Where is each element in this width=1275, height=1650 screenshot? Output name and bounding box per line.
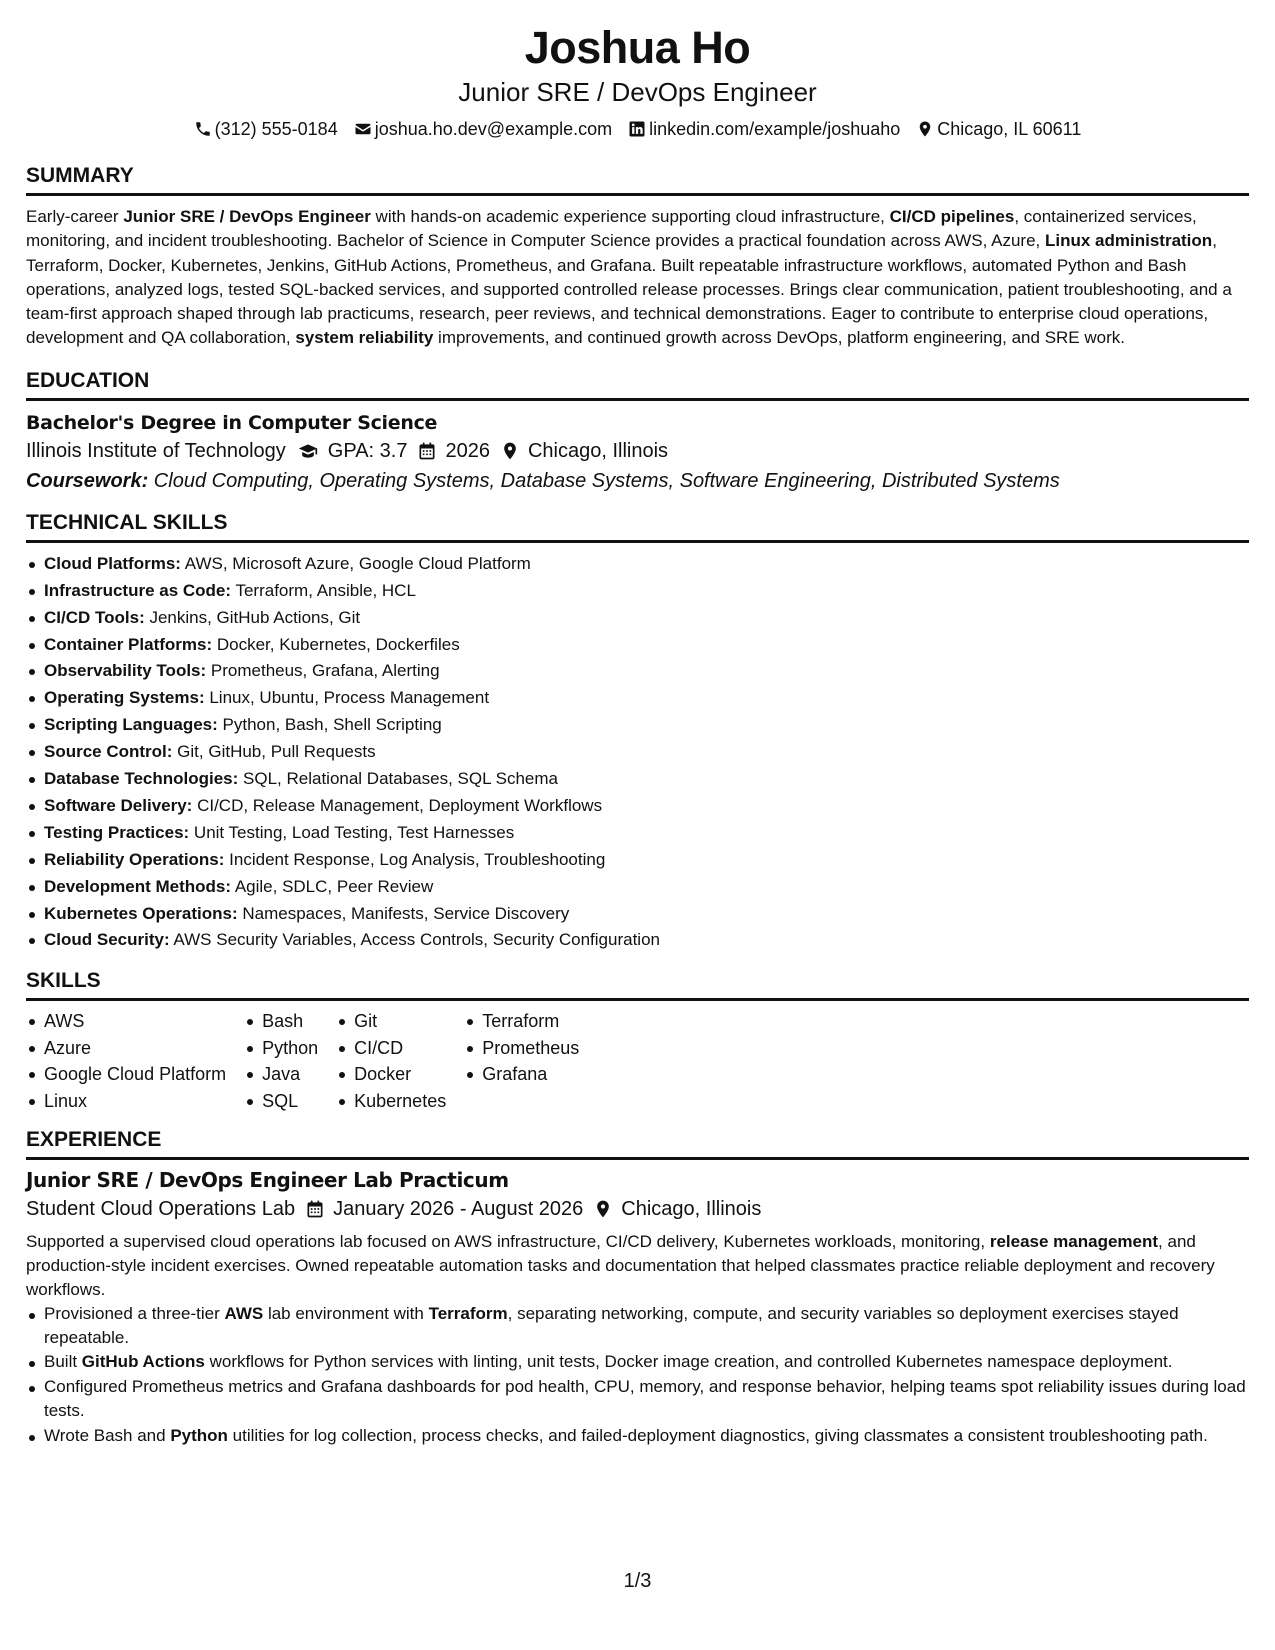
text-segment: with hands-on academic experience supporting cloud infrastructure,	[370, 207, 890, 226]
experience-bullet	[26, 1350, 1249, 1374]
section-heading: EDUCATION	[26, 368, 1249, 401]
technical-skill-item	[26, 847, 1249, 874]
text-segment: utilities for log collection, process checks, and failed-deployment diagnostics, giving classmates a consistent troubleshooting path.	[227, 1425, 1208, 1445]
skill-item: Azure	[26, 1035, 226, 1062]
skill-category: Operating Systems:	[44, 688, 205, 708]
skill-category: Software Delivery:	[44, 795, 193, 815]
skill-item: Git	[336, 1008, 446, 1035]
skill-item: Google Cloud Platform	[26, 1061, 226, 1088]
organization-name: Student Cloud Operations Lab	[26, 1198, 296, 1221]
technical-skill-item	[26, 685, 1249, 712]
skill-values: Docker, Kubernetes, Dockerfiles	[212, 634, 460, 654]
map-marker-icon	[916, 120, 934, 138]
year-item: 2026	[417, 436, 490, 466]
skill-category: Observability Tools:	[44, 661, 207, 681]
skill-values: Prometheus, Grafana, Alerting	[206, 661, 440, 681]
skill-item: Linux	[26, 1088, 226, 1115]
skill-category: Database Technologies:	[44, 769, 239, 789]
skills-columns	[26, 1008, 1249, 1114]
technical-skill-item	[26, 712, 1249, 739]
skill-item: Bash	[244, 1008, 318, 1035]
skills-section	[26, 968, 1249, 1114]
location-text: Chicago, IL 60611	[937, 119, 1082, 139]
text-segment: , separating networking, compute, and security variables so deployment exercises stayed repeatable.	[44, 1303, 1179, 1347]
text-segment: Early-career	[26, 207, 124, 226]
skill-item: CI/CD	[336, 1035, 446, 1062]
skill-item: Grafana	[464, 1061, 579, 1088]
skill-item: Terraform	[464, 1008, 579, 1035]
education-section	[26, 368, 1249, 496]
emphasis-text: release management	[989, 1232, 1159, 1252]
phone-text: (312) 555-0184	[214, 119, 338, 139]
emphasis-text: AWS	[224, 1303, 264, 1323]
text-segment: , containerized services, monitoring, and incident troubleshooting. Bachelor of Science in Computer Science provides a practical foundation across AWS, Azure,	[26, 207, 1197, 251]
experience-bullet	[26, 1375, 1249, 1423]
emphasis-text: Junior SRE / DevOps Engineer	[123, 207, 371, 226]
emphasis-text: Terraform	[428, 1303, 508, 1323]
technical-skill-item	[26, 820, 1249, 847]
skill-item: Python	[244, 1035, 318, 1062]
technical-skill-item	[26, 766, 1249, 793]
emphasis-text: CI/CD pipelines	[889, 207, 1015, 226]
skill-values: Git, GitHub, Pull Requests	[172, 742, 376, 762]
emphasis-text: Linux administration	[1045, 231, 1213, 251]
technical-skill-item	[26, 658, 1249, 685]
experience-bullet	[26, 1424, 1249, 1448]
contact-email[interactable]	[354, 117, 612, 141]
emphasis-text: system reliability	[295, 328, 434, 348]
text-segment: Wrote Bash and	[44, 1425, 171, 1445]
skill-category: Scripting Languages:	[44, 715, 218, 735]
skill-values: Agile, SDLC, Peer Review	[231, 876, 434, 896]
education-meta	[26, 436, 1249, 466]
job-meta	[26, 1194, 1249, 1224]
map-marker-icon	[500, 441, 520, 461]
technical-skill-item	[26, 874, 1249, 901]
candidate-title: Junior SRE / DevOps Engineer	[458, 77, 817, 107]
skill-values: SQL, Relational Databases, SQL Schema	[238, 769, 559, 789]
technical-skill-item	[26, 551, 1249, 578]
job-title: Junior SRE / DevOps Engineer Lab Practicum	[26, 1168, 509, 1193]
skill-item: AWS	[26, 1008, 226, 1035]
skill-category: Infrastructure as Code:	[44, 580, 232, 600]
contact-line	[26, 117, 1249, 141]
section-heading: SKILLS	[26, 968, 1249, 1001]
skill-values: Jenkins, GitHub Actions, Git	[144, 607, 361, 627]
technical-skill-item	[26, 632, 1249, 659]
resume-header	[26, 0, 1249, 141]
skill-category: Testing Practices:	[44, 822, 190, 842]
education-location: Chicago, Illinois	[500, 436, 668, 466]
skill-category: Kubernetes Operations:	[44, 903, 238, 923]
skill-item: Java	[244, 1061, 318, 1088]
text-segment: Provisioned a three-tier	[44, 1303, 225, 1323]
technical-skill-item	[26, 578, 1249, 605]
technical-skill-item	[26, 927, 1249, 954]
skill-values: AWS, Microsoft Azure, Google Cloud Platform	[180, 553, 531, 573]
linkedin-link[interactable]: linkedin.com/example/joshuaho	[649, 119, 901, 139]
skill-item: Kubernetes	[336, 1088, 446, 1115]
skill-category: Source Control:	[44, 742, 173, 762]
job-dates: January 2026 - August 2026	[305, 1194, 583, 1224]
skill-values: Unit Testing, Load Testing, Test Harnesses	[189, 822, 515, 842]
text-segment: , Terraform, Docker, Kubernetes, Jenkins, GitHub Actions, Prometheus, and Grafana. Built repeatable infrastructure workflows, automated Python and Bash operations, analyzed logs, tested SQL-backed services, and supported controlled release processes. Brings clear communication, patient troubleshooting, and a team-first approach shaped through lab practicums, research, peer reviews, and technical demonstrations. Eager to contribute to enterprise cloud operations, development and QA collaboration,	[26, 231, 1232, 348]
calendar-icon	[305, 1199, 325, 1219]
skill-category: Cloud Platforms:	[44, 553, 181, 573]
contact-phone	[194, 117, 338, 141]
section-heading: TECHNICAL SKILLS	[26, 510, 1249, 543]
skill-values: Namespaces, Manifests, Service Discovery	[237, 903, 570, 923]
technical-skill-item	[26, 739, 1249, 766]
text-segment: Configured Prometheus metrics and Grafana dashboards for pod health, CPU, memory, and response behavior, helping teams spot reliability issues during load tests.	[44, 1377, 1246, 1420]
summary-section	[26, 163, 1249, 351]
skill-category: CI/CD Tools:	[44, 607, 145, 627]
text-segment: , and production-style incident exercises. Owned repeatable automation tasks and documentation that helped classmates practice reliable deployment and recovery workflows.	[26, 1232, 1215, 1299]
skill-category: Cloud Security:	[44, 930, 170, 950]
technical-skills-section	[26, 510, 1249, 955]
text-segment: lab environment with	[263, 1303, 429, 1323]
skill-values: Linux, Ubuntu, Process Management	[204, 688, 490, 708]
job-description	[26, 1230, 1249, 1301]
coursework-line	[26, 466, 1249, 496]
skills-column	[26, 1008, 226, 1114]
phone-icon	[194, 120, 212, 138]
job-bullets	[26, 1302, 1249, 1448]
skill-category: Development Methods:	[44, 876, 232, 896]
graduation-cap-icon	[296, 441, 320, 461]
contact-location	[916, 117, 1081, 141]
technical-skills-list	[26, 551, 1249, 955]
skill-values: Incident Response, Log Analysis, Troubleshooting	[224, 849, 606, 869]
section-heading: SUMMARY	[26, 163, 1249, 196]
skill-values: Terraform, Ansible, HCL	[231, 580, 416, 600]
degree-title: Bachelor's Degree in Computer Science	[26, 411, 438, 434]
technical-skill-item	[26, 901, 1249, 928]
skill-values: CI/CD, Release Management, Deployment Workflows	[192, 795, 603, 815]
school-name: Illinois Institute of Technology	[26, 439, 286, 462]
skill-item: Prometheus	[464, 1035, 579, 1062]
experience-bullet	[26, 1302, 1249, 1350]
emphasis-text: GitHub Actions	[81, 1352, 205, 1372]
skill-item: SQL	[244, 1088, 318, 1115]
emphasis-text: Python	[170, 1425, 228, 1445]
email-link[interactable]: joshua.ho.dev@example.com	[374, 119, 613, 139]
summary-text	[26, 205, 1249, 351]
text-segment: improvements, and continued growth across DevOps, platform engineering, and SRE work.	[433, 328, 1125, 348]
contact-linkedin[interactable]	[628, 117, 900, 141]
candidate-name: Joshua Ho	[524, 22, 751, 73]
skill-category: Reliability Operations:	[44, 849, 225, 869]
map-marker-icon	[593, 1199, 613, 1219]
text-segment: workflows for Python services with linting, unit tests, Docker image creation, and controlled Kubernetes namespace deployment.	[204, 1352, 1173, 1372]
skill-item: Docker	[336, 1061, 446, 1088]
skills-column	[464, 1008, 579, 1114]
text-segment: Supported a supervised cloud operations lab focused on AWS infrastructure, CI/CD delivery, Kubernetes workloads, monitoring,	[26, 1232, 990, 1252]
skill-category: Container Platforms:	[44, 634, 213, 654]
text-segment: Built	[44, 1352, 82, 1372]
gpa-item: GPA: 3.7	[296, 436, 408, 466]
technical-skill-item	[26, 793, 1249, 820]
coursework-label: Coursework:	[26, 469, 149, 492]
page-number: 1/3	[623, 1570, 652, 1592]
job-location: Chicago, Illinois	[593, 1194, 761, 1224]
technical-skill-item	[26, 605, 1249, 632]
coursework-list: Cloud Computing, Operating Systems, Database Systems, Software Engineering, Distributed Systems	[148, 469, 1060, 492]
envelope-icon	[354, 120, 372, 138]
skill-values: Python, Bash, Shell Scripting	[217, 715, 442, 735]
skills-column	[244, 1008, 318, 1114]
calendar-icon	[417, 441, 437, 461]
skill-values: AWS Security Variables, Access Controls, Security Configuration	[169, 930, 660, 950]
section-heading: EXPERIENCE	[26, 1127, 1249, 1160]
linkedin-icon	[628, 120, 646, 138]
experience-section	[26, 1127, 1249, 1447]
skills-column	[336, 1008, 446, 1114]
